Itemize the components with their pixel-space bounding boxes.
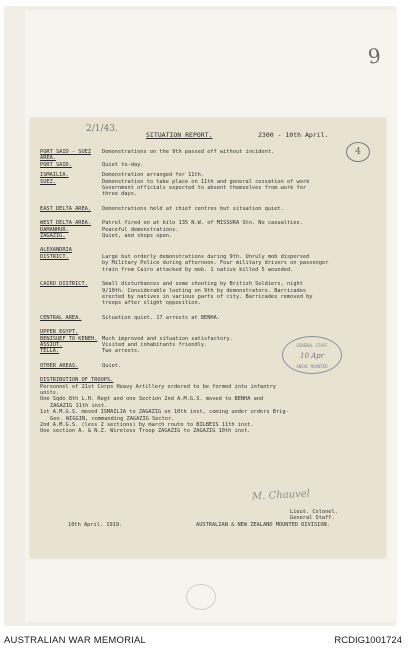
section-benisuef: BENISUEF TO KENEH. Much improved and situation satisfactory. [40, 335, 233, 342]
section-tella: TELLA. Two arrests. [40, 348, 141, 355]
archive-reference: RCDIG1001724 [334, 635, 402, 646]
report-title: SITUATION REPORT. [146, 131, 213, 139]
section-port-said-suez: PORT SAID - SUEZ AREA. Demonstrations on the 9th passed off without incident. [40, 149, 275, 162]
section-west-delta: WEST DELTA AREA. Patrol fired on at kilo 135 N.W. of MISSURA Stn. No casualties. [40, 220, 303, 227]
signature-block: Lieut. Colonel. General Staff. [290, 509, 338, 522]
section-other-areas: OTHER AREAS. Quiet. [40, 362, 122, 369]
section-east-delta: EAST DELTA AREA. Demonstrations held at chief centres but situation quiet. [40, 205, 284, 212]
section-cairo: CAIRO DISTRICT. Small disturbances and some shooting by British Soldiers, night 9/10th. Considerable looting on 9th by demonstrators. Barricades erected by natives in various parts of city. Barricades removed by troops after slight opposition. [40, 281, 313, 307]
page-number: 9 [366, 43, 382, 69]
report-datetime: 2300 - 10th April. [258, 131, 329, 139]
section-distribution: DISTRIBUTION OF TROOPS. Personnel of 21st Corps Heavy Artillery ordered to be formed into infantry units. One Sqdn 8th L.H. Regt and one Section 2nd A.M.G.S. moved to BENHA and ZAGAZIG 11th inst. 1st A.M.G.S. moved ISMAILIA to ZAGAZIG on 10th inst, coming under orders Brig- Gen. WIGGIN, commanding ZAGAZIG Sector. 2nd A.M.G.S. (less 2 sections) by march route to BILBEIS 11th inst. One section A. & N.Z. Wireless Troop ZAGAZIG to ZAGAZIG 10th inst. [40, 377, 289, 435]
circled-number: 4 [346, 142, 370, 162]
section-zagazig: ZAGAZIG. Quiet, and shops open. [40, 233, 173, 240]
office-stamp: GENERAL STAFF 10 Apr ANZAC MOUNTED [282, 336, 342, 374]
section-assiut: ASSIUT. Visited and inhabitants friendly. [40, 341, 208, 348]
section-suez: SUEZ. Demonstration to take place on 11th and general cessation of work Government officials expected to absent themselves from work for three days. [40, 178, 310, 198]
section-ismailia: ISMAILIA. Demonstration arranged for 11th. [40, 172, 205, 179]
section-damanhur: DAMANHUR. Peaceful demonstrations. [40, 226, 179, 233]
report-date: 10th April. 1919. [68, 522, 123, 528]
section-upper-egypt: UPPER EGYPT. [40, 329, 79, 336]
report-body [40, 145, 370, 435]
embossed-emblem [186, 584, 216, 610]
reference-number: 2/1/43. [86, 124, 118, 134]
section-central: CENTRAL AREA. Situation quiet. 17 arrests at BENHA. [40, 314, 220, 321]
archive-name: AUSTRALIAN WAR MEMORIAL [4, 635, 147, 646]
section-alexandria: ALEXANDRIA DISTRICT. Large but orderly demonstrations during 9th. Unruly mob dispersed by Military Police during afternoon. Four military drivers on passenger train from Cairo attacked by mob. 1 native killed 5 wounded. [40, 247, 329, 273]
division-name: AUSTRALIAN & NEW ZEALAND MOUNTED DIVISION. [196, 522, 330, 528]
section-port-said: PORT SAID. Quiet to-day. [40, 161, 144, 168]
handwritten-signature: M. Chauvel [251, 488, 311, 503]
